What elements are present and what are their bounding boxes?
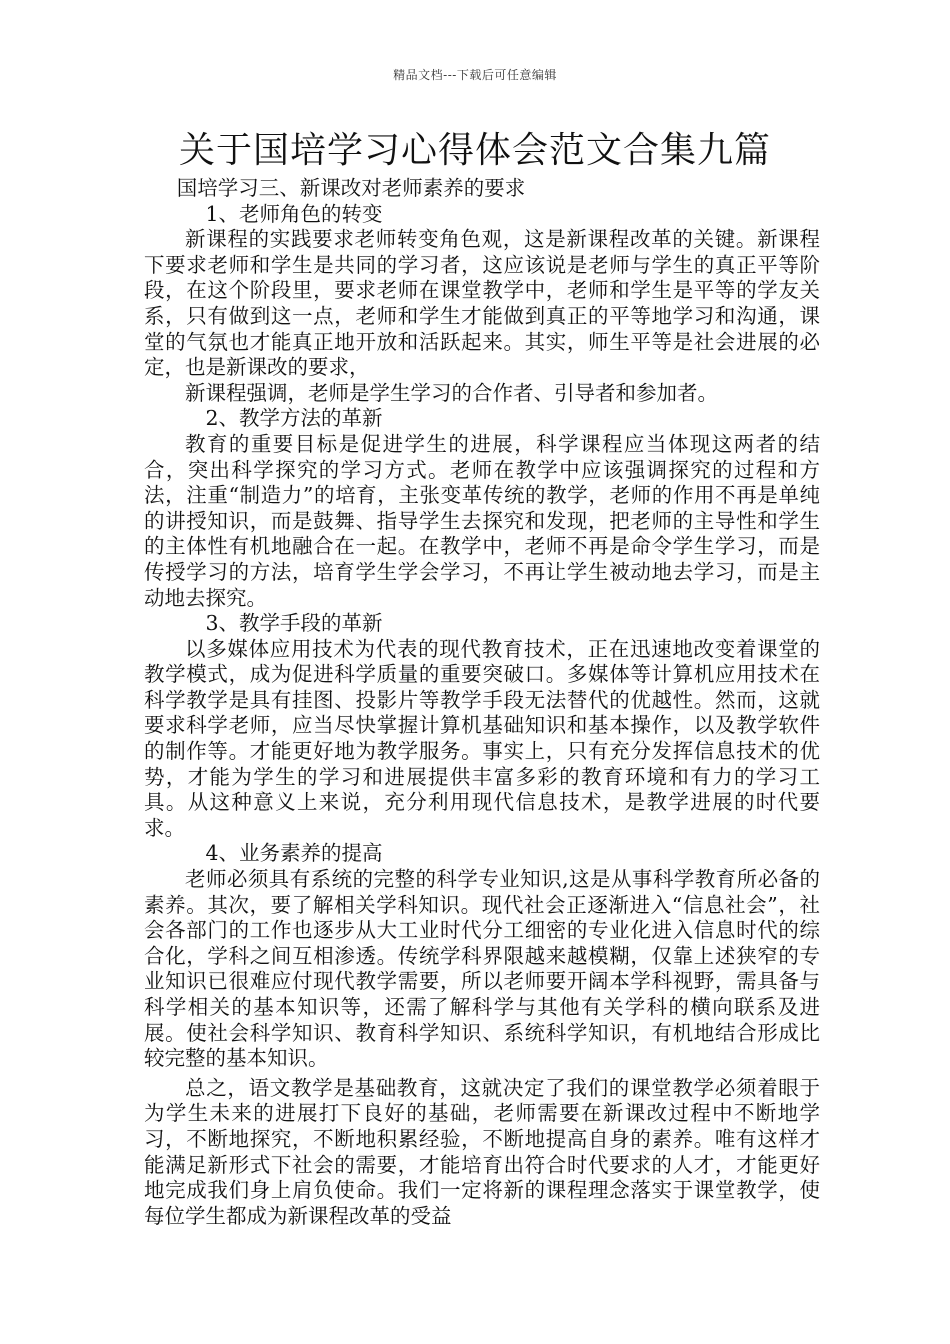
document-title: 关于国培学习心得体会范文合集九篇 — [178, 130, 771, 171]
section-heading-1: 1、老师角色的转变 — [205, 201, 383, 226]
paragraph: 以多媒体应用技术为代表的现代教育技术，正在迅速地改变着课堂的教学模式，成为促进科学质量的重要突破口。多媒体等计算机应用技术在科学教学是具有挂图、投影片等教学手段无法替代的优越性。然而，这就要求科学老师，应当尽快掌握计算机基础知识和基本操作，以及教学软件的制作等。才能更好地为教学服务。事实上，只有充分发挥信息技术的优势，才能为学生的学习和进展提供丰富多彩的教育环境和有力的学习工具。从这种意义上来说，充分利用现代信息技术，是教学进展的时代要求。 — [144, 636, 820, 840]
section-heading-3: 3、教学手段的革新 — [205, 611, 383, 636]
page-header-note: 精品文档---下载后可任意编辑 — [393, 68, 557, 82]
paragraph: 教育的重要目标是促进学生的进展，科学课程应当体现这两者的结合，突出科学探究的学习方式。老师在教学中应该强调探究的过程和方法，注重“制造力”的培育，主张变革传统的教学，老师的作用不再是单纯的讲授知识，而是鼓舞、指导学生去探究和发现，把老师的主导性和学生的主体性有机地融合在一起。在教学中，老师不再是命令学生学习，而是传授学习的方法，培育学生学会学习，不再让学生被动地去学习，而是主动地去探究。 — [144, 431, 820, 610]
section-heading-2: 2、教学方法的革新 — [205, 406, 383, 431]
section-subtitle: 国培学习三、新课改对老师素养的要求 — [176, 176, 526, 200]
section-heading-4: 4、业务素养的提高 — [205, 841, 383, 866]
paragraph-conclusion: 总之，语文教学是基础教育，这就决定了我们的课堂教学必须着眼于为学生未来的进展打下良好的基础，老师需要在新课改过程中不断地学习，不断地探究，不断地积累经验，不断地提高自身的素养。唯有这样才能满足新形式下社会的需要，才能培育出符合时代要求的人才，才能更好地完成我们身上肩负使命。我们一定将新的课程理念落实于课堂教学，使每位学生都成为新课程改革的受益 — [144, 1075, 820, 1228]
paragraph: 老师必须具有系统的完整的科学专业知识,这是从事科学教育所必备的素养。其次，要了解相关学科知识。现代社会正逐渐进入“信息社会”，社会各部门的工作也逐步从大工业时代分工细密的专业化进入信息时代的综合化，学科之间互相渗透。传统学科界限越来越模糊，仅靠上述狭窄的专业知识已很难应付现代教学需要，所以老师要开阔本学科视野，需具备与科学相关的基本知识等，还需了解科学与其他有关学科的横向联系及进展。使社会科学知识、教育科学知识、系统科学知识，有机地结合形成比较完整的基本知识。 — [144, 867, 820, 1071]
document-body — [144, 176, 820, 1229]
paragraph: 新课程强调，老师是学生学习的合作者、引导者和参加者。 — [185, 380, 718, 405]
paragraph: 新课程的实践要求老师转变角色观，这是新课程改革的关键。新课程下要求老师和学生是共同的学习者，这应该说是老师与学生的真正平等阶段，在这个阶段里，要求老师在课堂教学中，老师和学生是平等的学友关系，只有做到这一点，老师和学生才能做到真正的平等地学习和沟通，课堂的气氛也才能真正地开放和活跃起来。其实，师生平等是社会进展的必定，也是新课改的要求， — [144, 227, 820, 380]
